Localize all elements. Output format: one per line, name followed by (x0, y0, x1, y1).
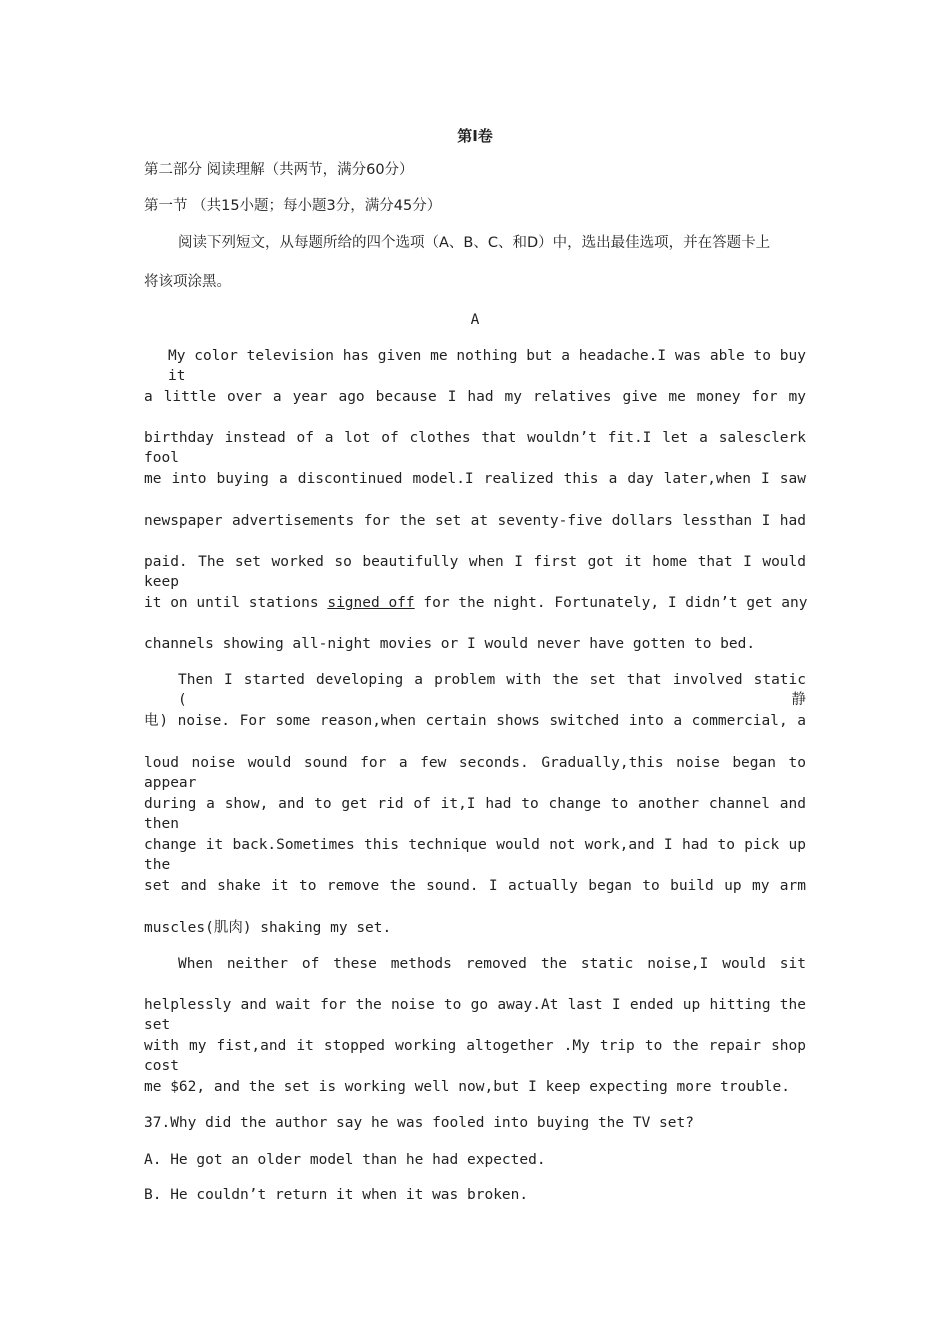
passage-text: it on until stations (144, 595, 319, 611)
passage-line: muscles(肌肉) shaking my set. (144, 920, 392, 936)
instructions-line-1: 阅读下列短文，从每题所给的四个选项（A、B、C、和D）中，选出最佳选项，并在答题卡上 (178, 235, 771, 251)
passage-line: set and shake it to remove the sound. I actually began to build up my arm (144, 878, 806, 894)
passage-line: loud noise would sound for a few seconds. Gradually,this noise began to appear (144, 755, 806, 791)
passage-line: newspaper advertisements for the set at seventy-five dollars lessthan I had (144, 513, 806, 529)
passage-line: channels showing all-night movies or I would never have gotten to bed. (144, 636, 756, 652)
passage-line: with my fist,and it stopped working altogether .My trip to the repair shop cost (144, 1038, 806, 1074)
question-option-a: A. He got an older model than he had expected. (144, 1152, 546, 1168)
passage-line: Then I started developing a problem with the set that involved static (静 (178, 672, 806, 708)
passage-line: birthday instead of a lot of clothes that wouldn’t fit.I let a salesclerk fool (144, 430, 806, 466)
passage-text: for the night. Fortunately, I didn’t get any (423, 595, 808, 611)
passage-line: My color television has given me nothing but a headache.I was able to buy it (168, 348, 806, 384)
passage-line: When neither of these methods removed the static noise,I would sit (178, 956, 806, 972)
volume-title: 第Ⅰ卷 (457, 127, 493, 145)
underlined-phrase: signed off (327, 595, 415, 611)
passage-line: paid. The set worked so beautifully when I first got it home that I would keep (144, 554, 806, 590)
passage-line: helplessly and wait for the noise to go away.At last I ended up hitting the set (144, 997, 806, 1033)
passage-line: a little over a year ago because I had my relatives give me money for my (144, 389, 806, 405)
passage-line: during a show, and to get rid of it,I had to change to another channel and then (144, 796, 806, 832)
question-option-b: B. He couldn’t return it when it was broken. (144, 1187, 529, 1203)
passage-label: A (470, 312, 480, 328)
passage-line: me into buying a discontinued model.I realized this a day later,when I saw (144, 471, 806, 487)
section-title: 第一节 （共15小题；每小题3分，满分45分） (144, 198, 442, 214)
passage-line: change it back.Sometimes this technique would not work,and I had to pick up the (144, 837, 806, 873)
instructions-line-2: 将该项涂黑。 (144, 274, 231, 290)
passage-line-with-underline (144, 593, 806, 613)
question-stem: 37.Why did the author say he was fooled into buying the TV set? (144, 1115, 694, 1131)
part-title: 第二部分 阅读理解（共两节，满分60分） (144, 162, 414, 178)
passage-line: me $62, and the set is working well now,but I keep expecting more trouble. (144, 1079, 791, 1095)
passage-line: 电) noise. For some reason,when certain shows switched into a commercial, a (144, 713, 806, 729)
